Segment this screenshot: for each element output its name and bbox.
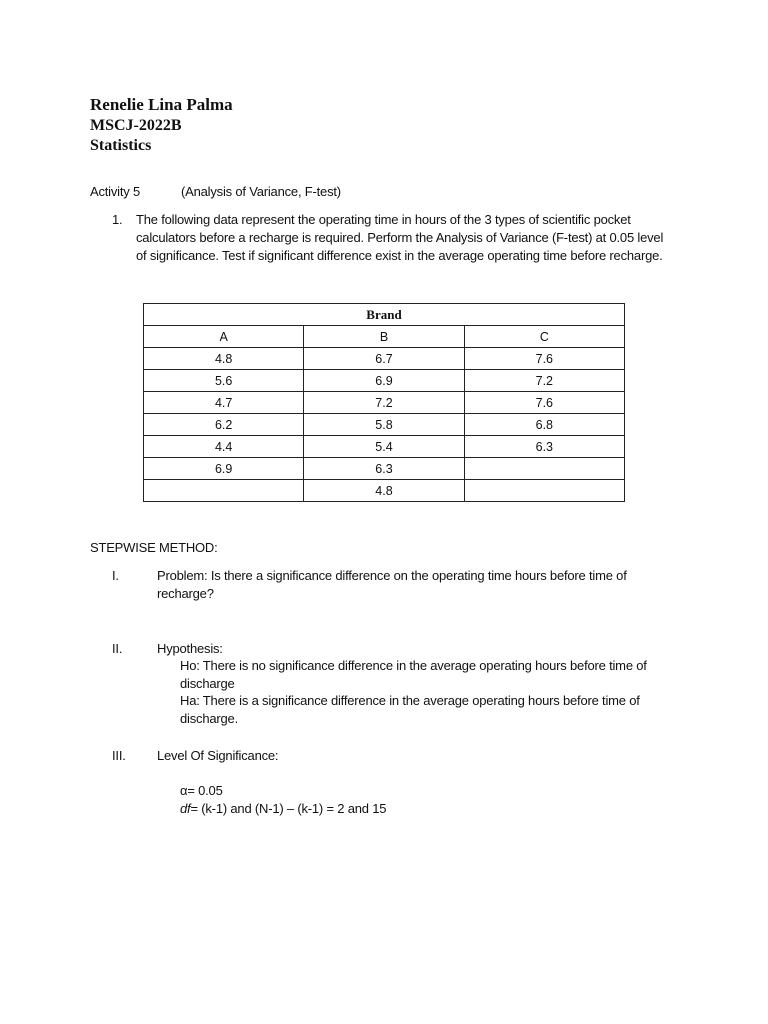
df-label: df	[180, 801, 191, 816]
method-heading: STEPWISE METHOD:	[90, 540, 218, 555]
alt-hypothesis-line-2: discharge.	[180, 711, 238, 726]
table-cell: 4.8	[304, 480, 464, 502]
column-header-a: A	[144, 326, 304, 348]
table-cell	[464, 480, 624, 502]
table-cell: 7.6	[464, 392, 624, 414]
table-cell	[464, 458, 624, 480]
table-title: Brand	[144, 304, 625, 326]
table-cell: 6.9	[144, 458, 304, 480]
table-cell: 6.9	[304, 370, 464, 392]
problem-line-2: recharge?	[157, 586, 214, 601]
question-line-3: of significance. Test if significant difference exist in the average operating time before recharge.	[136, 248, 663, 263]
subject-title: Statistics	[90, 137, 152, 154]
df-value: = (k-1) and (N-1) – (k-1) = 2 and 15	[190, 801, 387, 816]
table-cell: 7.2	[304, 392, 464, 414]
null-hypothesis-line-1: Ho: There is no significance difference in the average operating hours before time of	[180, 658, 647, 673]
significance-label: Level Of Significance:	[157, 748, 279, 763]
table-row	[144, 370, 625, 392]
table-cell: 4.4	[144, 436, 304, 458]
activity-topic: (Analysis of Variance, F-test)	[181, 184, 341, 199]
table-cell: 6.7	[304, 348, 464, 370]
table-cell: 6.8	[464, 414, 624, 436]
table-cell: 7.2	[464, 370, 624, 392]
column-header-b: B	[304, 326, 464, 348]
hypothesis-label: Hypothesis:	[157, 641, 223, 656]
table-row	[144, 458, 625, 480]
hypothesis-numeral: II.	[112, 641, 123, 656]
table-row	[144, 414, 625, 436]
brand-data-table	[143, 303, 625, 502]
alt-hypothesis-line-1: Ha: There is a significance difference in the average operating hours before time of	[180, 693, 640, 708]
alpha-value: α= 0.05	[180, 783, 223, 798]
table-cell: 4.7	[144, 392, 304, 414]
table-cell: 6.2	[144, 414, 304, 436]
table-cell: 6.3	[304, 458, 464, 480]
table-cell: 5.6	[144, 370, 304, 392]
activity-label: Activity 5	[90, 184, 141, 199]
table-cell: 5.8	[304, 414, 464, 436]
problem-numeral: I.	[112, 568, 119, 583]
table-row	[144, 392, 625, 414]
null-hypothesis-line-2: discharge	[180, 676, 235, 691]
question-line-1: The following data represent the operating time in hours of the 3 types of scientific pocket	[136, 212, 631, 227]
question-line-2: calculators before a recharge is required. Perform the Analysis of Variance (F-test) at 0.05 level	[136, 230, 664, 245]
course-code: MSCJ-2022B	[90, 117, 182, 134]
table-row	[144, 436, 625, 458]
table-cell: 6.3	[464, 436, 624, 458]
significance-numeral: III.	[112, 748, 126, 763]
table-cell: 5.4	[304, 436, 464, 458]
table-row	[144, 348, 625, 370]
column-header-c: C	[464, 326, 624, 348]
table-cell: 4.8	[144, 348, 304, 370]
question-number: 1.	[112, 212, 123, 227]
author-name: Renelie Lina Palma	[90, 95, 233, 114]
table-cell	[144, 480, 304, 502]
table-cell: 7.6	[464, 348, 624, 370]
problem-line-1: Problem: Is there a significance difference on the operating time hours before time of	[157, 568, 627, 583]
degrees-of-freedom	[180, 800, 386, 818]
table-row	[144, 480, 625, 502]
